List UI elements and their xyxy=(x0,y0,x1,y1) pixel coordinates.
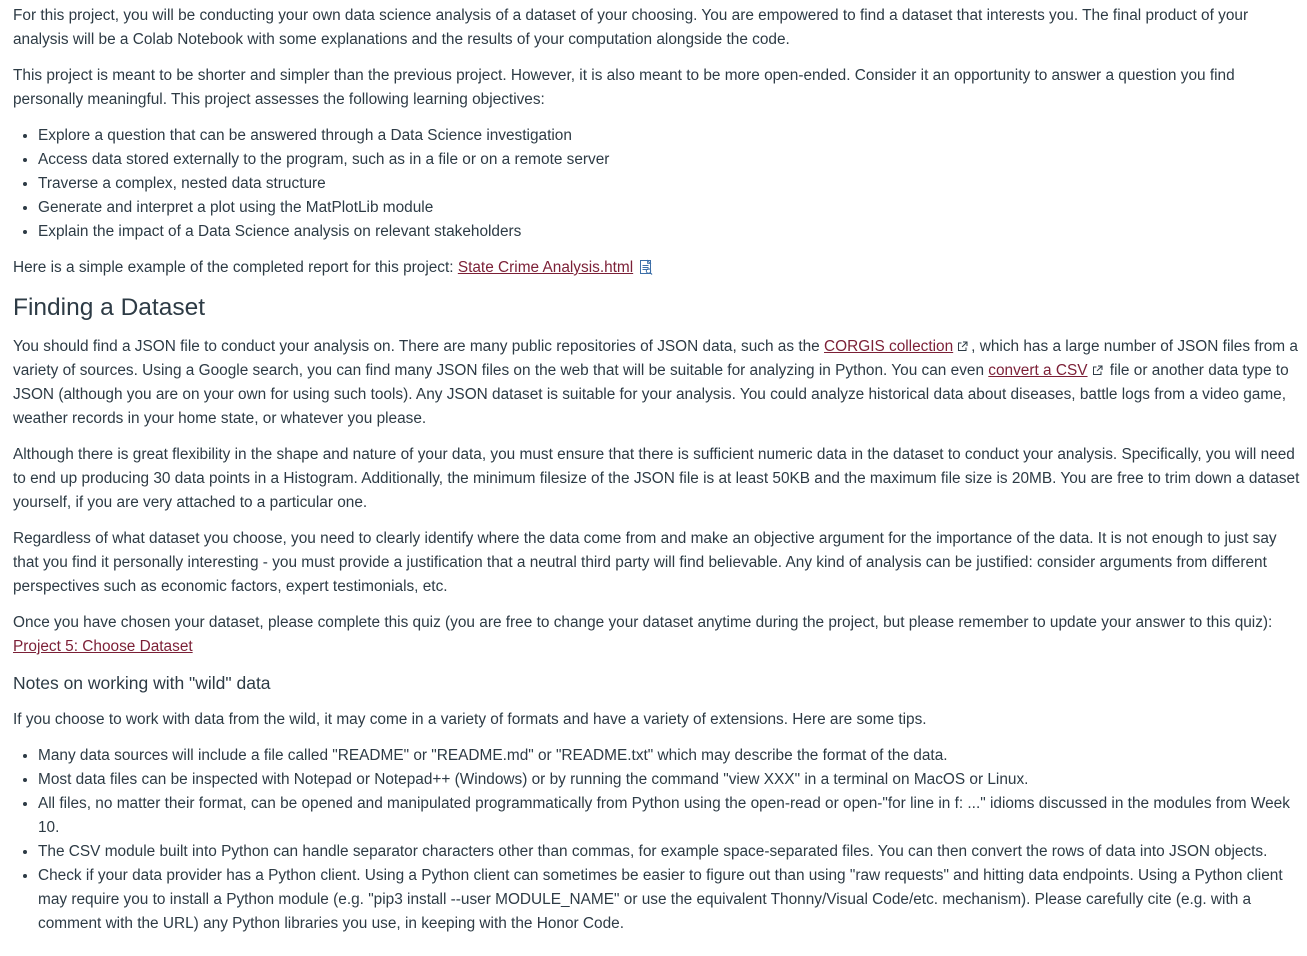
wild-data-intro: If you choose to work with data from the wild, it may come in a variety of formats and have a variety of extensions. Here are some tips. xyxy=(13,711,927,728)
intro-paragraph-1: For this project, you will be conducting your own data science analysis of a dataset of your choosing. You are empowered to find a dataset that interests you. The final product of your analysis will be a Colab Notebook with some explanations and the results of your computation alongside the code. xyxy=(13,7,1249,48)
list-item: • Explain the impact of a Data Science analysis on relevant stakeholders xyxy=(38,220,1303,244)
list-item: • Traverse a complex, nested data structure xyxy=(38,172,1303,196)
list-item: • Check if your data provider has a Python client. Using a Python client can sometimes be easier to figure out than using "raw requests" and hitting data endpoints. Using a Python client may require you to install a Python module (e.g. "pip3 install --user MODULE_NAME" or use the equivalent Thonny/Visual Code/etc. mechanism). Please carefully cite (e.g. with a comment with the URL) any Python libraries you use, in keeping with the Honor Code. xyxy=(38,864,1303,936)
external-link-icon xyxy=(1092,360,1103,371)
list-item: • Access data stored externally to the program, such as in a file or on a remote server xyxy=(38,148,1303,172)
list-item: • The CSV module built into Python can handle separator characters other than commas, for example space-separated files. You can then convert the rows of data into JSON objects. xyxy=(38,840,1303,864)
finding-dataset-heading: Finding a Dataset xyxy=(13,294,206,321)
finding-p1-text-a: You should find a JSON file to conduct your analysis on. There are many public repositories of JSON data, such as the xyxy=(13,338,825,355)
finding-paragraph-2: Although there is great flexibility in the shape and nature of your data, you must ensure that there is sufficient numeric data in the dataset to conduct your analysis. Specifically, you will need to end up producing 30 data points in a Histogram. Additionally, the minimum filesize of the JSON file is at least 50KB and the maximum file size is 20MB. You are free to trim down a dataset yourself, if you are very attached to a particular one. xyxy=(13,446,1300,511)
corgis-collection-link[interactable]: CORGIS collection xyxy=(824,338,954,355)
list-item: • All files, no matter their format, can be opened and manipulated programmatically from Python using the open-read or open-"for line in f: ..." idioms discussed in the modules from Week 10. xyxy=(38,792,1303,840)
wild-data-heading: Notes on working with "wild" data xyxy=(13,673,271,693)
convert-csv-link[interactable]: convert a CSV xyxy=(988,362,1088,379)
learning-objectives-list xyxy=(13,124,1303,244)
list-item: • Most data files can be inspected with Notepad or Notepad++ (Windows) or by running the command "view XXX" in a terminal on MacOS or Linux. xyxy=(38,768,1303,792)
wild-data-tips-list xyxy=(13,744,1303,936)
example-report-link[interactable]: State Crime Analysis.html xyxy=(457,259,634,276)
finding-p1-text-c: file or another data type to JSON (although you are on your own for using such tools). Any JSON dataset is suitable for your analysis. You could analyze historical data about diseases, battle logs from a video game, weather records in your home state, or whatever you please. xyxy=(13,362,1289,427)
finding-paragraph-3: Regardless of what dataset you choose, you need to clearly identify where the data come from and make an objective argument for the importance of the data. It is not enough to just say that you find it personally interesting - you must provide a justification that a neutral third party will find believable. Any kind of analysis can be justified: consider arguments from different perspectives such as economic factors, expert testimonials, etc. xyxy=(13,530,1277,595)
choose-dataset-quiz-link[interactable]: Project 5: Choose Dataset xyxy=(13,638,193,655)
external-link-icon xyxy=(957,336,968,347)
finding-p4-text: Once you have chosen your dataset, please complete this quiz (you are free to change your dataset anytime during the project, but please remember to update your answer to this quiz): xyxy=(13,614,1273,631)
file-preview-icon[interactable] xyxy=(639,259,653,275)
intro-paragraph-2: This project is meant to be shorter and simpler than the previous project. However, it is also meant to be more open-ended. Consider it an opportunity to answer a question you find personally meaningful. This project assesses the following learning objectives: xyxy=(13,67,1235,108)
list-item: • Explore a question that can be answered through a Data Science investigation xyxy=(38,124,1303,148)
example-report-paragraph xyxy=(13,256,1303,280)
list-item: • Many data sources will include a file called "README" or "README.md" or "README.txt" which may describe the format of the data. xyxy=(38,744,1303,768)
finding-paragraph-1 xyxy=(13,335,1303,431)
list-item: • Generate and interpret a plot using the MatPlotLib module xyxy=(38,196,1303,220)
finding-paragraph-4 xyxy=(13,611,1303,659)
example-report-prefix: Here is a simple example of the completed report for this project: xyxy=(13,259,458,276)
finding-p1-text-b: , which has a large number of JSON files from a variety of sources. Using a Google search, you can find many JSON files on the web that will be suitable for analyzing in Python. You can even xyxy=(13,338,1298,379)
